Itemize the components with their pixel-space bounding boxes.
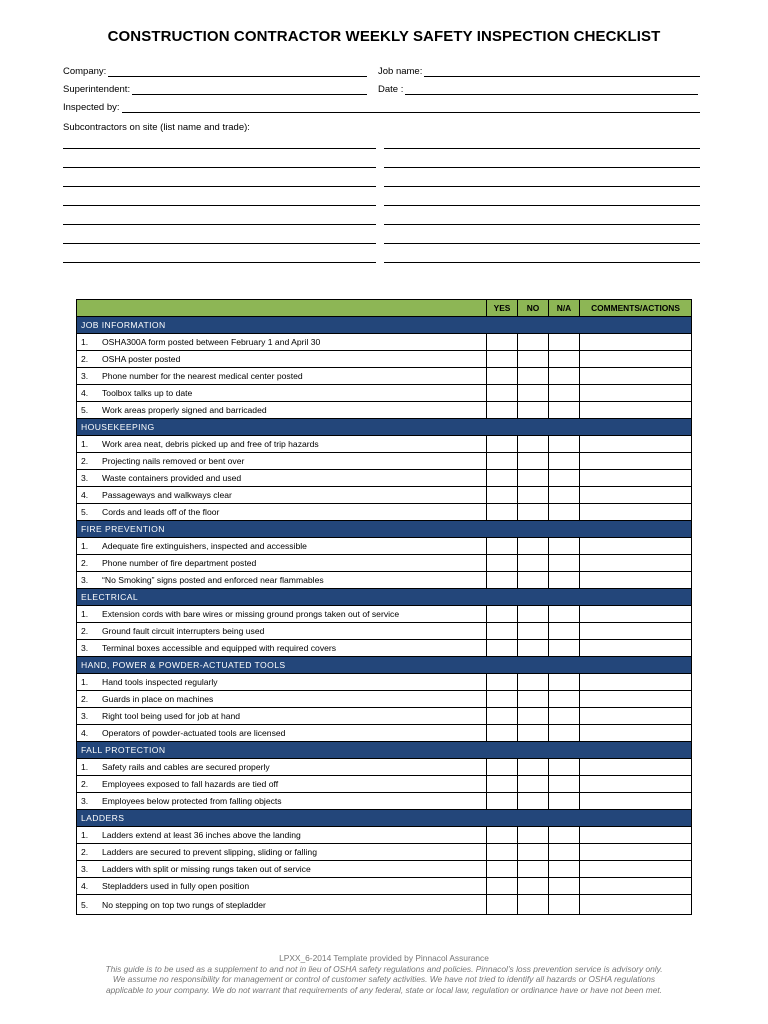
item-cell: [77, 436, 487, 453]
item-text: “No Smoking” signs posted and enforced near flammables: [102, 575, 324, 585]
item-text: Work areas properly signed and barricaded: [102, 405, 267, 415]
na-cell[interactable]: [549, 674, 580, 691]
na-cell[interactable]: [549, 385, 580, 402]
na-cell[interactable]: [549, 640, 580, 657]
comments-cell[interactable]: [580, 759, 692, 776]
yes-cell[interactable]: [487, 470, 518, 487]
item-cell: [77, 691, 487, 708]
item-cell: [77, 793, 487, 810]
yes-cell[interactable]: [487, 776, 518, 793]
checklist-row: [77, 674, 692, 691]
subcontractor-line-2-right[interactable]: [384, 167, 700, 168]
yes-cell[interactable]: [487, 878, 518, 895]
yes-cell[interactable]: [487, 861, 518, 878]
yes-cell[interactable]: [487, 708, 518, 725]
subcontractor-line-3-left[interactable]: [63, 186, 376, 187]
yes-cell[interactable]: [487, 674, 518, 691]
section-header-row: [77, 589, 692, 606]
na-cell[interactable]: [549, 453, 580, 470]
item-text: Ground fault circuit interrupters being used: [102, 626, 265, 636]
item-cell: [77, 776, 487, 793]
no-cell[interactable]: [518, 368, 549, 385]
comments-cell[interactable]: [580, 538, 692, 555]
item-cell: [77, 623, 487, 640]
item-text: Waste containers provided and used: [102, 473, 242, 483]
item-number: 2.: [81, 354, 89, 364]
item-cell: [77, 674, 487, 691]
comments-cell[interactable]: [580, 776, 692, 793]
item-number: 2.: [81, 847, 89, 857]
checklist-row: [77, 861, 692, 878]
item-text: OSHA300A form posted between February 1 and April 30: [102, 337, 321, 347]
checklist-row: [77, 385, 692, 402]
na-cell[interactable]: [549, 623, 580, 640]
item-text: No stepping on top two rungs of stepladder: [102, 899, 266, 910]
na-cell[interactable]: [549, 368, 580, 385]
job-name-label: Job name:: [378, 66, 423, 77]
na-cell[interactable]: [549, 504, 580, 521]
item-text: Passageways and walkways clear: [102, 490, 232, 500]
comments-cell[interactable]: [580, 878, 692, 895]
job-name-field[interactable]: [378, 66, 700, 77]
item-text: Employees exposed to fall hazards are tied off: [102, 779, 279, 789]
yes-cell[interactable]: [487, 640, 518, 657]
item-number: 1.: [81, 830, 89, 840]
no-cell[interactable]: [518, 504, 549, 521]
job-name-input-line[interactable]: [424, 68, 700, 77]
item-number: 1.: [81, 609, 89, 619]
na-cell[interactable]: [549, 606, 580, 623]
checklist-row: [77, 708, 692, 725]
item-cell: [77, 844, 487, 861]
no-cell[interactable]: [518, 351, 549, 368]
item-cell: [77, 827, 487, 844]
comments-cell[interactable]: [580, 623, 692, 640]
item-cell: [77, 470, 487, 487]
page-title: CONSTRUCTION CONTRACTOR WEEKLY SAFETY INSPECTION CHECKLIST: [107, 28, 661, 45]
item-cell: [77, 708, 487, 725]
section-header-row: [77, 810, 692, 827]
yes-cell[interactable]: [487, 827, 518, 844]
comments-cell[interactable]: [580, 402, 692, 419]
comments-cell[interactable]: [580, 351, 692, 368]
comments-cell[interactable]: [580, 844, 692, 861]
item-text: Stepladders used in fully open position: [102, 881, 250, 891]
item-number: 1.: [81, 337, 89, 347]
item-cell: [77, 878, 487, 895]
item-number: 5.: [81, 507, 89, 517]
header-yes: YES: [487, 300, 518, 317]
item-cell: [77, 334, 487, 351]
na-cell[interactable]: [549, 895, 580, 915]
subcontractor-line-1-left[interactable]: [63, 148, 376, 149]
item-cell: [77, 861, 487, 878]
item-cell: [77, 453, 487, 470]
no-cell[interactable]: [518, 606, 549, 623]
na-cell[interactable]: [549, 878, 580, 895]
na-cell[interactable]: [549, 691, 580, 708]
item-number: 1.: [81, 439, 89, 449]
section-header-row: [77, 419, 692, 436]
checklist-row: [77, 572, 692, 589]
item-cell: [77, 759, 487, 776]
no-cell[interactable]: [518, 861, 549, 878]
comments-cell[interactable]: [580, 827, 692, 844]
superintendent-field[interactable]: [63, 84, 367, 95]
item-cell: [77, 504, 487, 521]
item-text: Ladders with split or missing rungs taken out of service: [102, 864, 311, 874]
item-text: Phone number for the nearest medical center posted: [102, 371, 303, 381]
checklist-row: [77, 555, 692, 572]
item-number: 2.: [81, 694, 89, 704]
na-cell[interactable]: [549, 759, 580, 776]
yes-cell[interactable]: [487, 759, 518, 776]
footer-disclaimer-3: applicable to your company. We do not warrant that requirements of any federal, state or local law, regulation or ordinance have or have not been met.: [105, 984, 662, 995]
footer-disclaimer-2: We assume no responsibility for management or control of customer safety activities. We have not tried to identify all hazards or OSHA regulations: [112, 974, 656, 984]
no-cell[interactable]: [518, 725, 549, 742]
checklist-row: [77, 487, 692, 504]
comments-cell[interactable]: [580, 470, 692, 487]
yes-cell[interactable]: [487, 385, 518, 402]
subcontractor-line-6-left[interactable]: [63, 243, 376, 244]
yes-cell[interactable]: [487, 555, 518, 572]
date-input-line[interactable]: [405, 86, 698, 95]
subcontractor-line-3-right[interactable]: [384, 186, 700, 187]
checklist-row: [77, 368, 692, 385]
comments-cell[interactable]: [580, 385, 692, 402]
checklist-row: [77, 759, 692, 776]
comments-cell[interactable]: [580, 368, 692, 385]
comments-cell[interactable]: [580, 436, 692, 453]
item-text: Guards in place on machines: [102, 694, 214, 704]
item-number: 3.: [81, 711, 89, 721]
no-cell[interactable]: [518, 572, 549, 589]
yes-cell[interactable]: [487, 691, 518, 708]
section-title: ELECTRICAL: [77, 589, 692, 606]
no-cell[interactable]: [518, 844, 549, 861]
subcontractor-line-7-right[interactable]: [384, 262, 700, 263]
item-number: 2.: [81, 779, 89, 789]
section-title: FALL PROTECTION: [77, 742, 692, 759]
checklist-row: [77, 878, 692, 895]
checklist-row: [77, 776, 692, 793]
no-cell[interactable]: [518, 538, 549, 555]
item-text: Right tool being used for job at hand: [102, 711, 241, 721]
section-title: JOB INFORMATION: [77, 317, 692, 334]
item-number: 3.: [81, 473, 89, 483]
company-label: Company:: [63, 66, 107, 77]
item-text: Projecting nails removed or bent over: [102, 456, 245, 466]
subcontractor-line-7-left[interactable]: [63, 262, 376, 263]
item-number: 3.: [81, 575, 89, 585]
na-cell[interactable]: [549, 793, 580, 810]
item-text: Extension cords with bare wires or missing ground prongs taken out of service: [102, 609, 400, 619]
item-number: 5.: [81, 899, 89, 910]
no-cell[interactable]: [518, 878, 549, 895]
na-cell[interactable]: [549, 402, 580, 419]
item-text: Cords and leads off of the floor: [102, 507, 220, 517]
no-cell[interactable]: [518, 895, 549, 915]
subcontractor-line-4-left[interactable]: [63, 205, 376, 206]
item-number: 4.: [81, 490, 89, 500]
yes-cell[interactable]: [487, 844, 518, 861]
item-cell: [77, 351, 487, 368]
item-cell: [77, 640, 487, 657]
item-cell: [77, 538, 487, 555]
comments-cell[interactable]: [580, 861, 692, 878]
no-cell[interactable]: [518, 674, 549, 691]
na-cell[interactable]: [549, 725, 580, 742]
footer-disclaimer-1: This guide is to be used as a supplement to and not in lieu of OSHA safety regulations and policies. Pinnacol’s loss prevention service is advisory only.: [105, 963, 663, 974]
section-title: FIRE PREVENTION: [77, 521, 692, 538]
no-cell[interactable]: [518, 708, 549, 725]
inspected-by-field[interactable]: [63, 102, 700, 113]
na-cell[interactable]: [549, 436, 580, 453]
comments-cell[interactable]: [580, 555, 692, 572]
comments-cell[interactable]: [580, 504, 692, 521]
item-cell: [77, 606, 487, 623]
checklist-row: [77, 470, 692, 487]
yes-cell[interactable]: [487, 402, 518, 419]
comments-cell[interactable]: [580, 640, 692, 657]
checklist-row: [77, 334, 692, 351]
section-header-row: [77, 657, 692, 674]
checklist-row: [77, 623, 692, 640]
yes-cell[interactable]: [487, 725, 518, 742]
checklist-row: [77, 640, 692, 657]
item-number: 2.: [81, 558, 89, 568]
comments-cell[interactable]: [580, 691, 692, 708]
date-field[interactable]: [378, 84, 698, 95]
date-label: Date :: [378, 84, 404, 95]
inspected-by-label: Inspected by:: [63, 102, 120, 113]
item-number: 2.: [81, 626, 89, 636]
section-title: LADDERS: [77, 810, 692, 827]
subcontractor-line-5-left[interactable]: [63, 224, 376, 225]
checklist-row: [77, 827, 692, 844]
item-cell: [77, 725, 487, 742]
section-title: HAND, POWER & POWDER-ACTUATED TOOLS: [77, 657, 692, 674]
no-cell[interactable]: [518, 623, 549, 640]
no-cell[interactable]: [518, 691, 549, 708]
section-header-row: [77, 317, 692, 334]
item-cell: [77, 555, 487, 572]
na-cell[interactable]: [549, 351, 580, 368]
item-number: 4.: [81, 881, 89, 891]
item-cell: [77, 385, 487, 402]
na-cell[interactable]: [549, 470, 580, 487]
item-number: 5.: [81, 405, 89, 415]
yes-cell[interactable]: [487, 572, 518, 589]
checklist-table: [76, 299, 692, 915]
item-number: 3.: [81, 864, 89, 874]
na-cell[interactable]: [549, 487, 580, 504]
no-cell[interactable]: [518, 640, 549, 657]
item-text: Toolbox talks up to date: [102, 388, 193, 398]
section-header-row: [77, 521, 692, 538]
section-title: HOUSEKEEPING: [77, 419, 692, 436]
item-number: 1.: [81, 762, 89, 772]
subcontractor-line-4-right[interactable]: [384, 205, 700, 206]
yes-cell[interactable]: [487, 793, 518, 810]
yes-cell[interactable]: [487, 351, 518, 368]
subcontractors-label: Subcontractors on site (list name and trade):: [63, 122, 250, 133]
item-text: Adequate fire extinguishers, inspected and accessible: [102, 541, 307, 551]
no-cell[interactable]: [518, 334, 549, 351]
no-cell[interactable]: [518, 453, 549, 470]
item-cell: [77, 895, 487, 915]
yes-cell[interactable]: [487, 453, 518, 470]
item-number: 3.: [81, 371, 89, 381]
item-number: 4.: [81, 388, 89, 398]
section-header-row: [77, 742, 692, 759]
no-cell[interactable]: [518, 827, 549, 844]
comments-cell[interactable]: [580, 708, 692, 725]
item-text: Phone number of fire department posted: [102, 558, 257, 568]
item-text: Operators of powder-actuated tools are licensed: [102, 728, 286, 738]
item-number: 3.: [81, 643, 89, 653]
checklist-row: [77, 691, 692, 708]
item-text: Employees below protected from falling objects: [102, 796, 282, 806]
no-cell[interactable]: [518, 555, 549, 572]
item-text: Terminal boxes accessible and equipped with required covers: [102, 643, 337, 653]
inspected-by-input-line[interactable]: [122, 104, 700, 113]
item-text: OSHA poster posted: [102, 354, 181, 364]
footer: [0, 953, 768, 995]
na-cell[interactable]: [549, 555, 580, 572]
company-field[interactable]: [63, 66, 367, 77]
checklist-row: [77, 895, 692, 915]
header-blank: [77, 300, 487, 317]
checklist-row: [77, 402, 692, 419]
header-comments: COMMENTS/ACTIONS: [580, 300, 692, 317]
comments-cell[interactable]: [580, 674, 692, 691]
no-cell[interactable]: [518, 470, 549, 487]
no-cell[interactable]: [518, 793, 549, 810]
item-text: Work area neat, debris picked up and free of trip hazards: [102, 439, 319, 449]
item-number: 4.: [81, 728, 89, 738]
footer-template-line: LPXX_6-2014 Template provided by Pinnacol Assurance: [279, 953, 489, 963]
checklist-row: [77, 538, 692, 555]
item-number: 2.: [81, 456, 89, 466]
comments-cell[interactable]: [580, 793, 692, 810]
comments-cell[interactable]: [580, 453, 692, 470]
na-cell[interactable]: [549, 844, 580, 861]
yes-cell[interactable]: [487, 538, 518, 555]
item-text: Hand tools inspected regularly: [102, 677, 218, 687]
superintendent-label: Superintendent:: [63, 84, 131, 95]
item-number: 1.: [81, 541, 89, 551]
item-cell: [77, 487, 487, 504]
subcontractor-line-2-left[interactable]: [63, 167, 376, 168]
yes-cell[interactable]: [487, 623, 518, 640]
no-cell[interactable]: [518, 776, 549, 793]
yes-cell[interactable]: [487, 436, 518, 453]
no-cell[interactable]: [518, 402, 549, 419]
checklist-row: [77, 436, 692, 453]
item-cell: [77, 368, 487, 385]
checklist-row: [77, 725, 692, 742]
yes-cell[interactable]: [487, 504, 518, 521]
item-text: Ladders are secured to prevent slipping, sliding or falling: [102, 847, 317, 857]
item-number: 3.: [81, 796, 89, 806]
item-text: Safety rails and cables are secured properly: [102, 762, 270, 772]
yes-cell[interactable]: [487, 368, 518, 385]
checklist-row: [77, 453, 692, 470]
comments-cell[interactable]: [580, 334, 692, 351]
checklist-row: [77, 844, 692, 861]
comments-cell[interactable]: [580, 572, 692, 589]
subcontractor-line-6-right[interactable]: [384, 243, 700, 244]
na-cell[interactable]: [549, 861, 580, 878]
checklist-row: [77, 606, 692, 623]
comments-cell[interactable]: [580, 895, 692, 915]
checklist-row: [77, 504, 692, 521]
checklist-row: [77, 793, 692, 810]
checklist-row: [77, 351, 692, 368]
na-cell[interactable]: [549, 776, 580, 793]
yes-cell[interactable]: [487, 895, 518, 915]
item-text: Ladders extend at least 36 inches above the landing: [102, 830, 301, 840]
header-no: NO: [518, 300, 549, 317]
yes-cell[interactable]: [487, 606, 518, 623]
na-cell[interactable]: [549, 538, 580, 555]
no-cell[interactable]: [518, 385, 549, 402]
comments-cell[interactable]: [580, 606, 692, 623]
item-number: 1.: [81, 677, 89, 687]
header-na: N/A: [549, 300, 580, 317]
item-cell: [77, 572, 487, 589]
yes-cell[interactable]: [487, 487, 518, 504]
na-cell[interactable]: [549, 334, 580, 351]
no-cell[interactable]: [518, 759, 549, 776]
na-cell[interactable]: [549, 572, 580, 589]
comments-cell[interactable]: [580, 725, 692, 742]
na-cell[interactable]: [549, 827, 580, 844]
company-input-line[interactable]: [108, 68, 367, 77]
item-cell: [77, 402, 487, 419]
table-header-row: [77, 300, 692, 317]
subcontractor-line-1-right[interactable]: [384, 148, 700, 149]
comments-cell[interactable]: [580, 487, 692, 504]
subcontractor-line-5-right[interactable]: [384, 224, 700, 225]
superintendent-input-line[interactable]: [132, 86, 367, 95]
no-cell[interactable]: [518, 487, 549, 504]
no-cell[interactable]: [518, 436, 549, 453]
na-cell[interactable]: [549, 708, 580, 725]
yes-cell[interactable]: [487, 334, 518, 351]
